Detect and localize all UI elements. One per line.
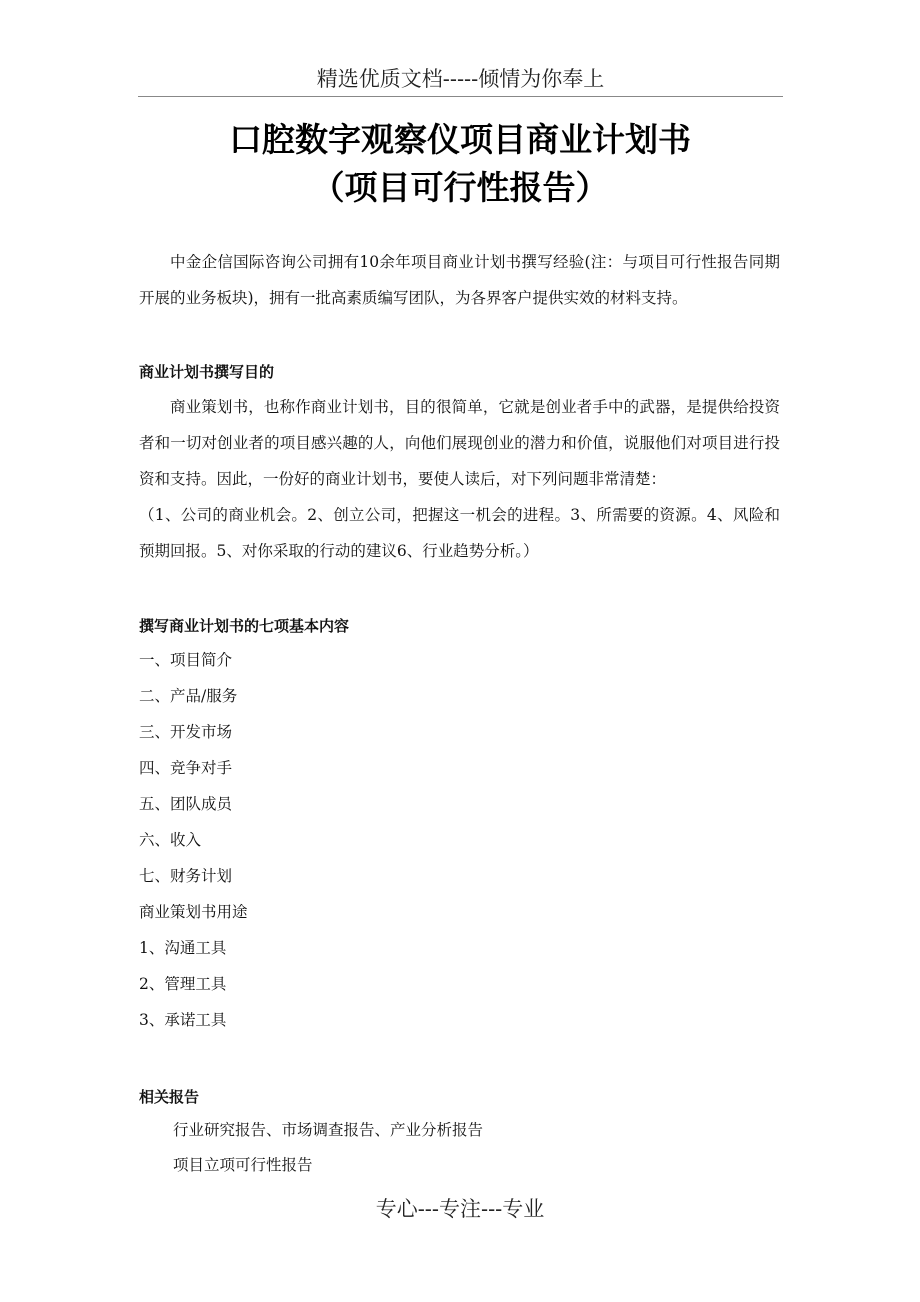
document-title: 口腔数字观察仪项目商业计划书 [229, 120, 691, 159]
list-item: 1、沟通工具 [139, 939, 227, 957]
list-item: 五、团队成员 [139, 795, 233, 813]
list-item: 四、竞争对手 [139, 759, 233, 777]
list-item: 六、收入 [139, 831, 202, 849]
section-heading-purpose: 商业计划书撰写目的 [139, 363, 275, 381]
related-reports-list [173, 1113, 483, 1183]
list-item: 2、管理工具 [139, 975, 227, 993]
section-heading-contents: 撰写商业计划书的七项基本内容 [139, 617, 350, 635]
list-item: 行业研究报告、市场调查报告、产业分析报告 [173, 1121, 484, 1139]
section-heading-related: 相关报告 [139, 1088, 200, 1106]
document-subtitle: （项目可行性报告） [311, 168, 609, 207]
list-item: 二、产品/服务 [139, 687, 238, 705]
list-item: 3、承诺工具 [139, 1011, 227, 1029]
intro-paragraph: 中金企信国际咨询公司拥有10余年项目商业计划书撰写经验(注：与项目可行性报告同期开展的业务板块)，拥有一批高素质编写团队，为各界客户提供实效的材料支持。 [139, 253, 780, 307]
purpose-paragraph: 商业策划书，也称作商业计划书，目的很简单，它就是创业者手中的武器，是提供给投资者和一切对创业者的项目感兴趣的人，向他们展现创业的潜力和价值，说服他们对项目进行投资和支持。因此，一份好的商业计划书，要使人读后，对下列问题非常清楚： [139, 398, 780, 488]
list-item: 一、项目简介 [139, 651, 233, 669]
purpose-list-paragraph: （1、公司的商业机会。2、创立公司，把握这一机会的进程。3、所需要的资源。4、风险和预期回报。5、对你采取的行动的建议6、行业趋势分析。） [139, 506, 780, 560]
list-item: 七、财务计划 [139, 867, 233, 885]
page-footer: 专心---专注---专业 [375, 1197, 545, 1221]
list-item: 三、开发市场 [139, 723, 233, 741]
list-item: 商业策划书用途 [139, 903, 248, 921]
list-item: 项目立项可行性报告 [173, 1156, 313, 1174]
page-header: 精选优质文档-----倾情为你奉上 [138, 62, 783, 97]
contents-list [139, 642, 248, 1038]
